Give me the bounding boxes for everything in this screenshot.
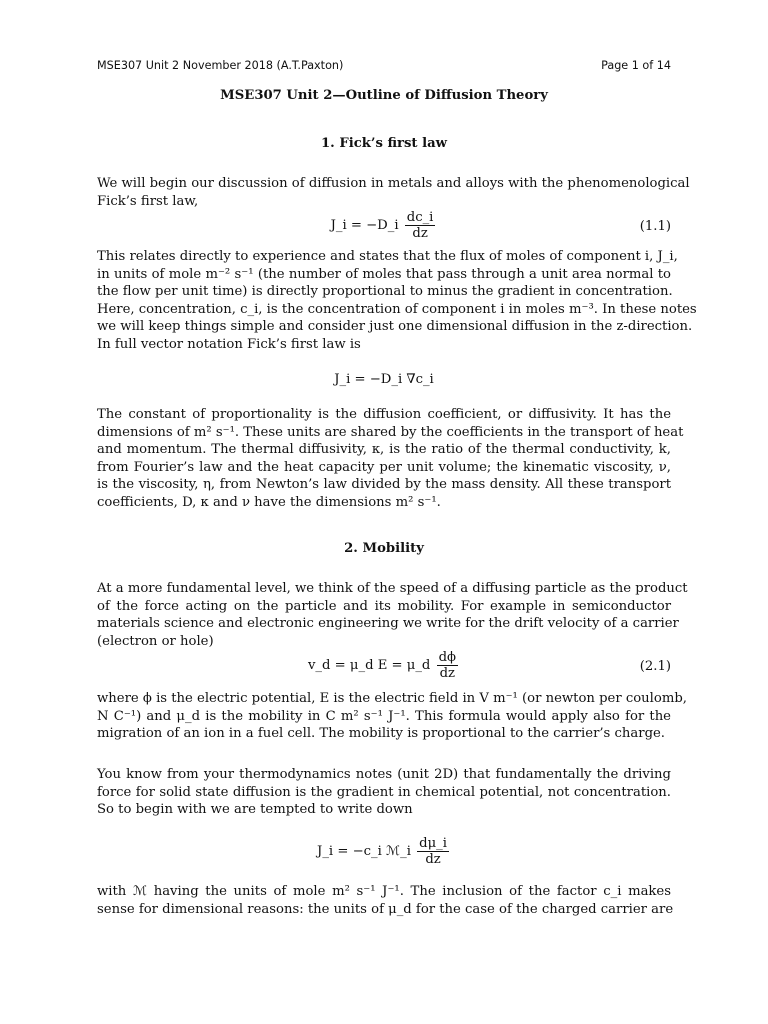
text-line: So to begin with we are tempted to write down: [97, 802, 413, 818]
equation-lhs: J_i = −D_i: [330, 218, 399, 233]
fraction: [437, 650, 458, 681]
denominator: dz: [412, 226, 428, 241]
text-line: Here, concentration, c_i, is the concentration of component i in moles m⁻³. In these notes: [97, 301, 697, 317]
equation-1-1: [97, 210, 671, 244]
text-line: we will keep things simple and consider just one dimensional diffusion in the z-direction.: [97, 319, 693, 335]
numerator: dμ_i: [419, 836, 447, 851]
equation-2-1: [97, 650, 671, 684]
numerator: dϕ: [438, 650, 457, 665]
text-line: and momentum. The thermal diffusivity, κ, is the ratio of the thermal conductivity, k,: [97, 442, 671, 458]
paragraph-2: [97, 248, 697, 354]
text-line: Fick’s first law,: [97, 193, 199, 209]
text-line: is the viscosity, η, from Newton’s law divided by the mass density. All these transport: [97, 477, 671, 493]
paragraph-1: [97, 175, 690, 210]
text-line: You know from your thermodynamics notes (unit 2D) that fundamentally the driving: [97, 767, 671, 782]
text-line: This relates directly to experience and states that the flux of moles of component i, J_i,: [97, 249, 678, 264]
text-line: the flow per unit time) is directly proportional to minus the gradient in concentration.: [97, 284, 673, 300]
text-line: At a more fundamental level, we think of the speed of a diffusing particle as the product: [97, 581, 688, 596]
fraction: [405, 210, 436, 241]
equation-text: J_i = −D_i ∇c_i: [334, 372, 434, 387]
header-course-info: MSE307 Unit 2 November 2018 (A.T.Paxton): [97, 59, 344, 72]
document-page: [97, 0, 697, 1024]
numerator: dc_i: [406, 210, 434, 225]
equation-chemical-potential: [97, 836, 671, 870]
section-heading-2: 2. Mobility: [344, 541, 424, 556]
text-line: in units of mole m⁻² s⁻¹ (the number of moles that pass through a unit area normal to: [97, 266, 671, 282]
paragraph-3: [97, 406, 684, 512]
denominator: dz: [439, 666, 455, 681]
paragraph-6: [97, 766, 671, 819]
text-line: from Fourier’s law and the heat capacity per unit volume; the kinematic viscosity, ν,: [97, 459, 671, 475]
text-line: In full vector notation Fick’s first law is: [97, 336, 361, 352]
text-line: where ϕ is the electric potential, E is the electric field in V m⁻¹ (or newton per coulomb,: [97, 691, 687, 706]
equation-number: (1.1): [639, 219, 671, 234]
equation-lhs: v_d = μ_d E = μ_d: [307, 658, 431, 673]
paragraph-4: [97, 580, 688, 650]
text-line: materials science and electronic engineering we write for the drift velocity of a carrier: [97, 616, 679, 632]
text-line: (electron or hole): [97, 633, 214, 649]
equation-number: (2.1): [639, 659, 671, 674]
text-line: with ℳ having the units of mole m² s⁻¹ J⁻¹. The inclusion of the factor c_i makes: [97, 884, 671, 899]
paragraph-7: [97, 883, 674, 918]
text-line: coefficients, D, κ and ν have the dimensions m² s⁻¹.: [97, 494, 441, 510]
text-line: We will begin our discussion of diffusion in metals and alloys with the phenomenological: [97, 176, 690, 191]
document-title: MSE307 Unit 2—Outline of Diffusion Theory: [220, 88, 548, 103]
equation-lhs: J_i = −c_i ℳ_i: [317, 844, 411, 859]
paragraph-5: [97, 690, 687, 743]
text-line: migration of an ion in a fuel cell. The mobility is proportional to the carrier’s charge.: [97, 726, 666, 742]
fraction: [417, 836, 449, 867]
text-line: of the force acting on the particle and its mobility. For example in semiconductor: [97, 598, 671, 614]
text-line: force for solid state diffusion is the gradient in chemical potential, not concentration.: [97, 784, 671, 800]
text-line: dimensions of m² s⁻¹. These units are shared by the coefficients in the transport of heat: [97, 424, 684, 440]
text-line: The constant of proportionality is the diffusion coefficient, or diffusivity. It has the: [97, 407, 671, 422]
text-line: sense for dimensional reasons: the units of μ_d for the case of the charged carrier are: [97, 901, 674, 917]
header-page-number: Page 1 of 14: [601, 59, 671, 72]
equation-vector-form: [97, 372, 671, 392]
denominator: dz: [425, 852, 441, 867]
text-line: N C⁻¹) and μ_d is the mobility in C m² s⁻¹ J⁻¹. This formula would apply also for the: [97, 708, 671, 724]
section-heading-1: 1. Fick’s first law: [320, 136, 448, 151]
